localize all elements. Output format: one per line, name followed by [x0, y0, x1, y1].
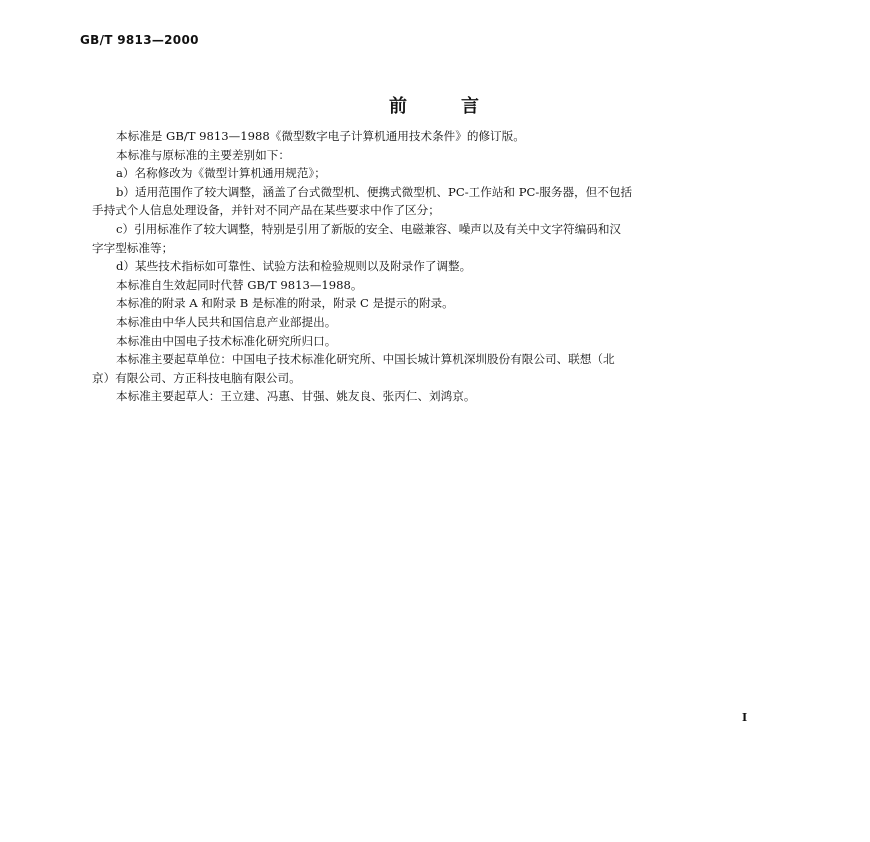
paragraph-line: b）适用范围作了较大调整，涵盖了台式微型机、便携式微型机、PC-工作站和 PC-服务器，但不包括: [116, 184, 633, 199]
paragraph-line: d）某些技术指标如可靠性、试验方法和检验规则以及附录作了调整。: [116, 259, 472, 274]
page-title: [0, 92, 870, 118]
paragraph-line: 本标准由中国电子技术标准化研究所归口。: [116, 333, 337, 348]
standard-number: GB/T 9813—2000: [80, 33, 199, 47]
paragraph-line: 京）有限公司、方正科技电脑有限公司。: [92, 370, 301, 385]
paragraph-line: 本标准由中华人民共和国信息产业部提出。: [116, 314, 337, 329]
paragraph-line: a）名称修改为《微型计算机通用规范》；: [116, 166, 326, 181]
page-number: I: [742, 711, 748, 724]
paragraph-line: 本标准是 GB/T 9813—1988《微型数字电子计算机通用技术条件》的修订版。: [116, 129, 525, 143]
paragraph-line: 本标准主要起草人：王立建、冯惠、甘强、姚友良、张丙仁、刘鸿京。: [116, 389, 476, 404]
title-char-1: 前: [389, 96, 409, 117]
paragraph-line: c）引用标准作了较大调整，特别是引用了新版的安全、电磁兼容、噪声以及有关中文字符编码和汉: [116, 221, 622, 236]
title-char-2: 言: [461, 96, 481, 117]
paragraph-line: 本标准与原标准的主要差别如下：: [116, 147, 290, 162]
paragraph-line: 本标准主要起草单位：中国电子技术标准化研究所、中国长城计算机深圳股份有限公司、联想（北: [116, 352, 615, 367]
paragraph-line: 手持式个人信息处理设备，并针对不同产品在某些要求中作了区分；: [92, 203, 440, 218]
paragraph-line: 本标准自生效起同时代替 GB/T 9813—1988。: [116, 277, 363, 292]
foreword-body: [92, 127, 772, 406]
paragraph-line: 字字型标准等；: [92, 240, 174, 255]
paragraph-line: 本标准的附录 A 和附录 B 是标准的附录，附录 C 是提示的附录。: [116, 296, 454, 311]
